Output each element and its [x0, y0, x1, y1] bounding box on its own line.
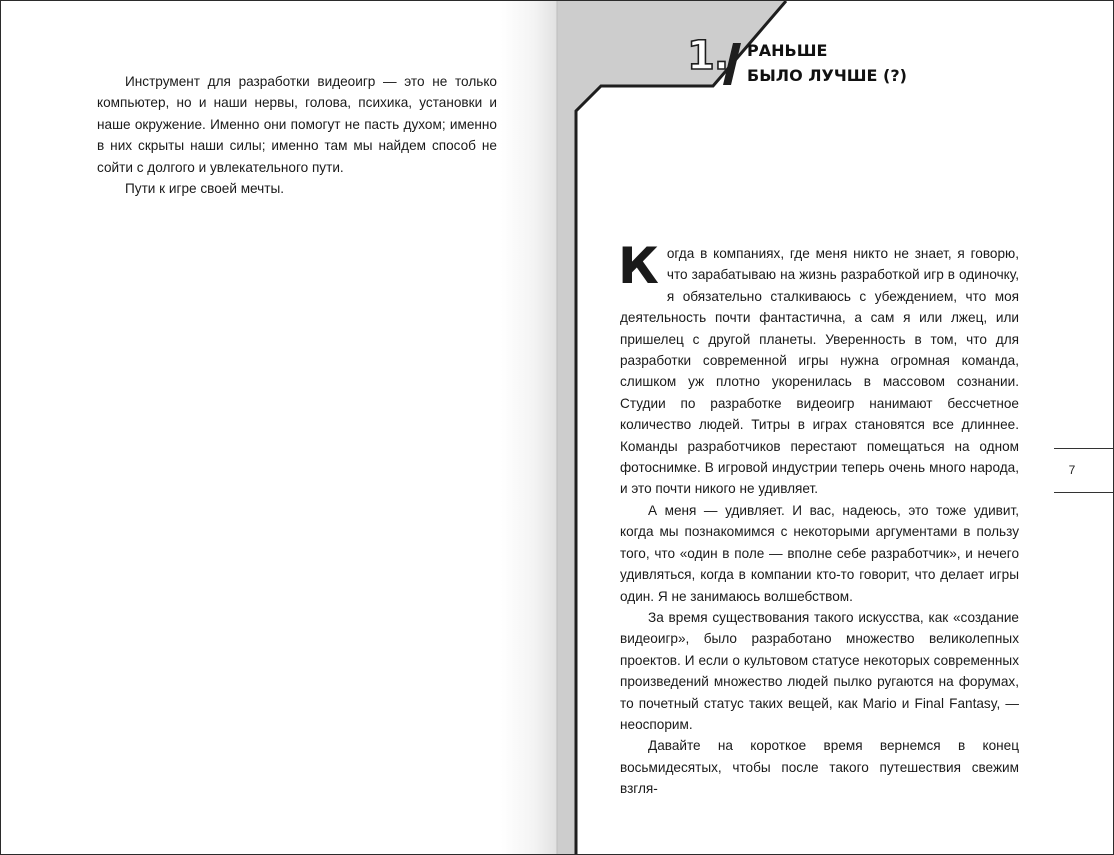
right-paragraph-4: Давайте на короткое время вернемся в конец восьмидесятых, чтобы после такого путешествия свежим взгля- [620, 738, 1019, 797]
chapter-title [747, 38, 1047, 88]
right-paragraph-1 [618, 237, 1019, 500]
chapter-number: 1. [687, 33, 729, 79]
drop-cap: К [618, 237, 659, 295]
left-paragraph-2: Пути к игре своей мечты. [125, 181, 285, 197]
right-paragraph-1-text: огда в компаниях, где меня никто не знает, я говорю, что зарабатываю на жизнь разработкой игр в одиночку, я обязательно сталкиваюсь с убеждением, что моя деятельность почти фантастична, а сам я или лжец, или пришелец с другой планеты. Уверенность в том, что для разработки современной игры нужна огромная команда, слишком уж плотно укоренилась в массовом сознании. Студии по разработке видеоигр нанимают бессчетное количество людей. Титры в играх становятся все длиннее. Команды разработчиков перестают помещаться на одном фотоснимке. В игровой индустрии теперь очень много народа, и это почти никого не удивляет. [620, 246, 1019, 497]
left-paragraph-1: Инструмент для разработки видеоигр — это не только компьютер, но и наши нервы, голова, психика, установки и наше окружение. Именно они помогут не пасть духом; именно в них скрыты наши силы; именно там мы найдем способ не сойти с долгого и увлекательного пути. [97, 74, 497, 175]
right-page-text [618, 237, 1019, 800]
right-paragraph-2: А меня — удивляет. И вас, надеюсь, это тоже удивит, когда мы познакомимся с некоторыми аргументами в пользу того, что «один в поле — вполне себе разработчик», и нечего удивляться, когда в компании кто-то говорит, что делает игры один. Я не занимаюсь волшебством. [620, 502, 1019, 604]
chapter-title-line-2: БЫЛО ЛУЧШЕ (?) [747, 66, 907, 85]
right-paragraph-3: За время существования такого искусства, как «создание видеоигр», было разработано множество великолепных проектов. И если о культовом статусе некоторых современных произведений множество людей пылко ругаются на форумах, то почетный статус таких вещей, как Mario и Final Fantasy, — неоспорим. [620, 609, 1019, 732]
page-number-rule-bottom [1054, 492, 1114, 493]
page-number-rule-top [1054, 448, 1114, 449]
chapter-title-line-1: РАНЬШЕ [747, 41, 828, 60]
page-number: 7 [1068, 463, 1076, 477]
